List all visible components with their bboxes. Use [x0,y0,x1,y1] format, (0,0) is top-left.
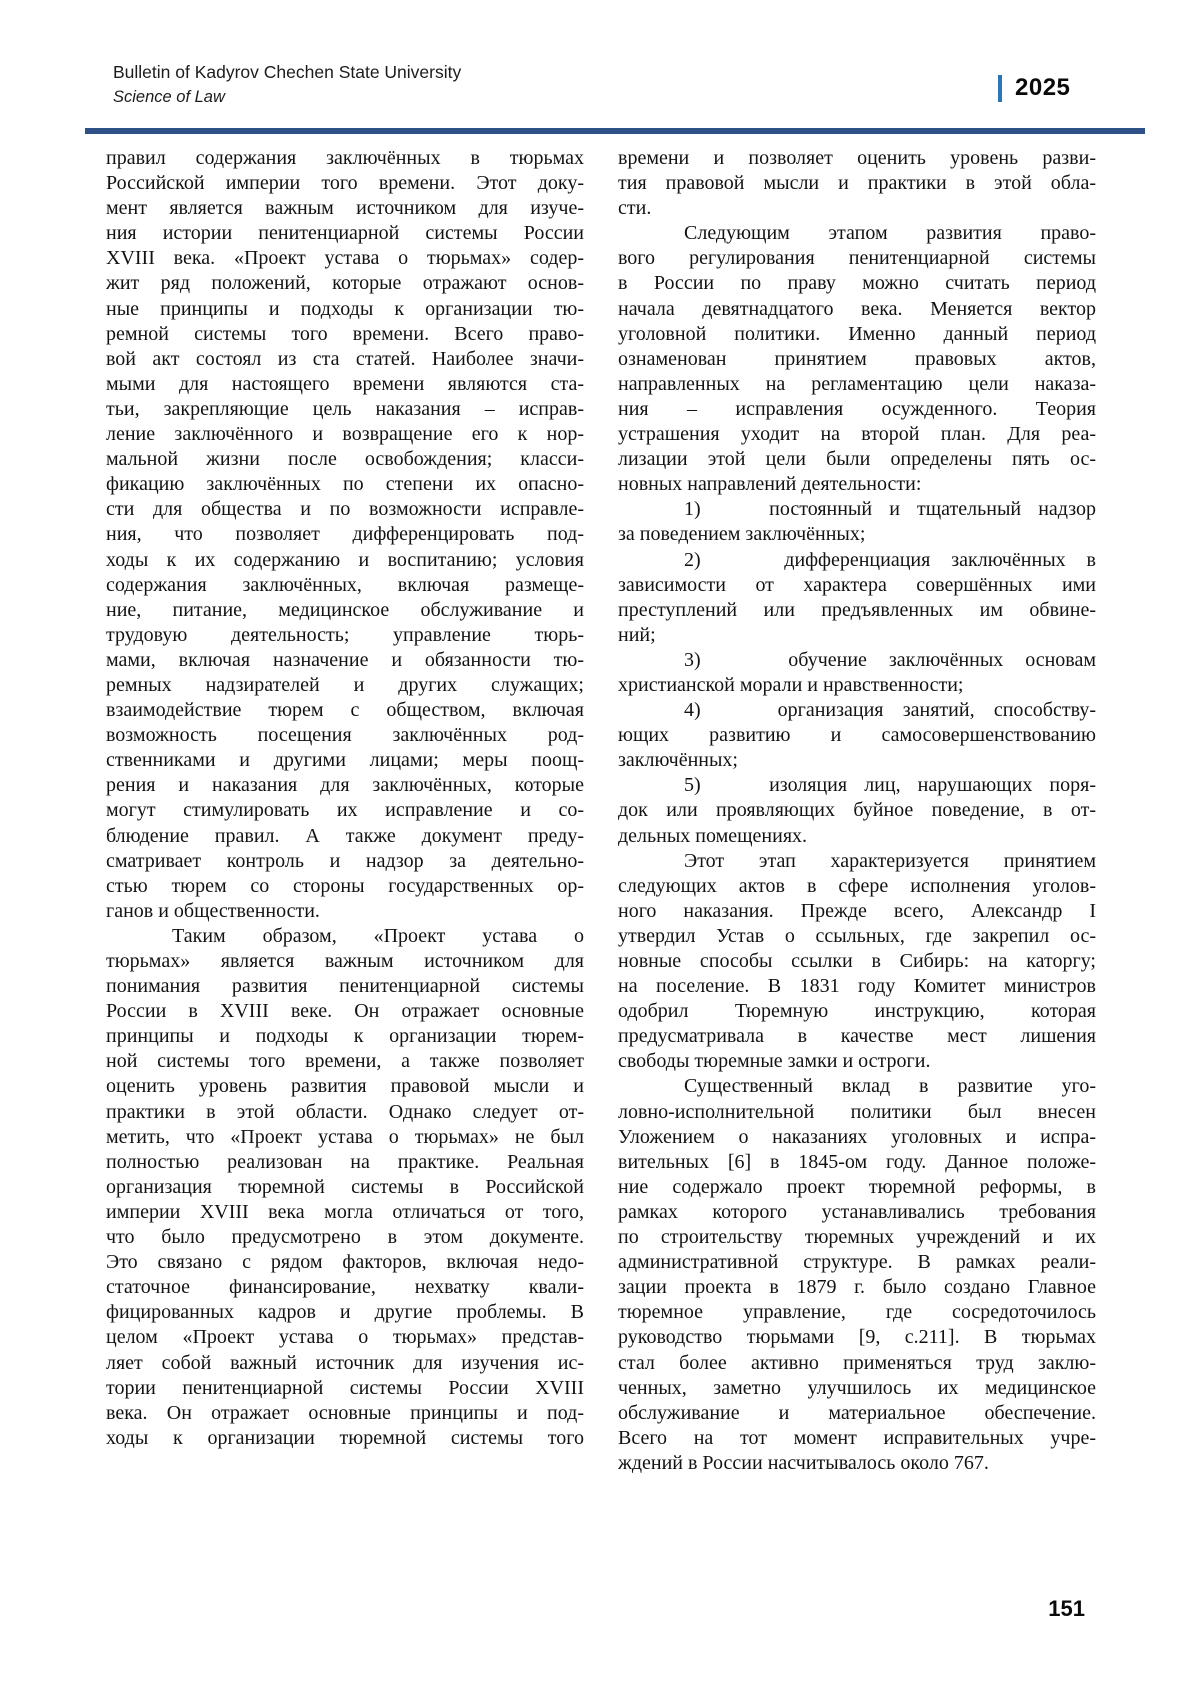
text-line: ходы к их содержанию и воспитанию; условия [106,548,584,571]
text-line: по строительству тюремных учреждений и их [618,1226,1096,1249]
text-line: Следующим этапом развития право- [684,222,1096,245]
header-rule [85,128,1145,134]
paragraph [618,548,1096,648]
text-line: ющих развитию и самосовершенствованию [618,724,1096,747]
text-line: фицированных кадров и другие проблемы. В [106,1301,584,1324]
text-line: возможность посещения заключённых род- [106,724,584,747]
text-line: уголовной политики. Именно данный период [618,322,1096,345]
text-line: тюремное управление, где сосредоточилось [618,1301,1096,1324]
text-line: взаимодействие тюрем с обществом, включая [106,699,584,722]
text-line: империи XVIII века могла отличаться от того, [106,1200,584,1223]
text-line: ремной системы того времени. Всего право- [106,322,584,345]
paragraph [618,221,1096,497]
text-line: дельных помещениях. [618,824,808,847]
text-line: принципы и подходы к организации тюрем- [106,1025,584,1048]
text-line: Существенный вклад в развитие уго- [684,1075,1096,1098]
text-line: направленных на регламентацию цели наказа- [618,372,1096,395]
text-line: ление заключённого и возвращение его к нор- [106,423,584,446]
text-line: ловно-исполнительной политики был внесен [618,1100,1096,1123]
text-line: ственниками и другими лицами; меры поощ- [106,749,584,772]
text-line: ние содержало проект тюремной реформы, в [618,1175,1096,1198]
text-line: док или проявляющих буйное поведение, в от- [618,799,1096,822]
text-line: Таким образом, «Проект устава о [172,924,584,947]
text-line: ждений в России насчитывалось около 767. [618,1451,989,1474]
year-divider-bar [998,75,1002,102]
paragraph [618,773,1096,848]
text-line: Этот этап характеризуется принятием [684,849,1096,872]
text-line: правил содержания заключённых в тюрьмах [106,147,584,169]
text-line: сматривает контроль и надзор за деятельно- [106,849,584,872]
text-line: сти. [618,197,652,220]
text-line: преступлений или предъявленных им обвине- [618,598,1096,621]
text-line: христианской морали и нравственности; [618,673,964,696]
paragraph [618,849,1096,1075]
paragraph [618,146,1096,221]
text-line: ремных надзирателей и других служащих; [106,673,584,696]
text-line: содержания заключённых, включая размеще- [106,573,584,596]
text-line: рения и наказания для заключённых, которые [106,774,584,797]
text-line: ганов и общественности. [106,899,320,922]
header-year-block [998,74,1070,102]
text-line: тории пенитенциарной системы России XVIII [106,1376,584,1399]
text-line: трудовую деятельность; управление тюрь- [106,623,584,646]
text-line: административной структуре. В рамках реали- [618,1251,1096,1274]
text-line: века. Он отражает основные принципы и под- [106,1401,584,1424]
journal-title: Bulletin of Kadyrov Chechen State University [113,62,462,82]
paragraph [106,924,584,1451]
text-line: зависимости от характера совершённых ими [618,573,1096,596]
paragraph [618,497,1096,547]
text-line: ной системы того времени, а также позволяет [106,1050,584,1073]
text-line: XVIII века. «Проект устава о тюрьмах» содер- [106,247,584,270]
text-line: тюрьмах» является важным источником для [106,950,584,972]
text-line: организация тюремной системы в Российской [106,1175,584,1198]
text-line: Российской империи того времени. Этот доку- [106,172,584,195]
text-line: ние, питание, медицинское обслуживание и [106,598,584,621]
text-line: мыми для настоящего времени являются ста- [106,372,584,395]
text-line: тьи, закрепляющие цель наказания – исправ- [106,397,584,420]
text-line: могут стимулировать их исправление и со- [106,799,584,822]
text-line: 1) постоянный и тщательный надзор [684,498,1096,521]
text-line: России в XVIII веке. Он отражает основные [106,1000,584,1023]
text-line: лизации этой цели были определены пять ос- [618,448,1096,471]
text-line: полностью реализован на практике. Реальная [106,1150,584,1173]
text-line: рамках которого устанавливались требования [618,1200,1096,1223]
text-line: мальной жизни после освобождения; класси- [106,448,584,471]
text-line: заключённых; [618,749,738,772]
text-line: свободы тюремные замки и остроги. [618,1050,931,1073]
text-line: ные принципы и подходы к организации тю- [106,297,584,320]
text-line: целом «Проект устава о тюрьмах» представ- [106,1326,584,1349]
text-line: ний; [618,623,656,646]
text-line: стал более активно применяться труд заклю- [618,1351,1096,1374]
journal-subtitle: Science of Law [113,88,225,106]
paragraph [618,648,1096,698]
paragraph [106,146,584,924]
text-column-left [106,146,584,1451]
text-line: обслуживание и материальное обеспечение. [618,1401,1096,1424]
text-line: тия правовой мысли и практики в этой обла- [618,172,1096,195]
text-line: ния, что позволяет дифференцировать под- [106,523,584,546]
text-line: новные способы ссылки в Сибирь: на каторгу; [618,950,1096,972]
text-line: следующих актов в сфере исполнения уголов- [618,874,1096,897]
text-line: блюдение правил. А также документ преду- [106,824,584,847]
text-line: сти для общества и по возможности исправле- [106,498,584,521]
text-line: ния истории пенитенциарной системы России [106,222,584,245]
text-line: мент является важным источником для изуче- [106,197,584,220]
paragraph [618,698,1096,773]
text-line: новных направлений деятельности: [618,473,922,496]
text-line: начала девятнадцатого века. Меняется вектор [618,297,1096,320]
publication-year: 2025 [1015,74,1071,101]
text-line: мами, включая назначение и обязанности тю- [106,648,584,671]
text-line: устрашения уходит на второй план. Для реа- [618,423,1096,446]
text-line: жит ряд положений, которые отражают основ- [106,272,584,295]
text-line: ченных, заметно улучшилось их медицинское [618,1376,1096,1399]
text-column-right [618,146,1096,1476]
text-line: что было предусмотрено в этом документе. [106,1226,584,1249]
text-line: руководство тюрьмами [9, с.211]. В тюрьмах [618,1326,1096,1349]
text-line: оценить уровень развития правовой мысли и [106,1075,584,1098]
text-line: ходы к организации тюремной системы того [106,1426,584,1449]
text-line: 2) дифференциация заключённых в [684,548,1096,571]
text-line: фикацию заключённых по степени их опасно- [106,473,584,496]
page-number: 151 [1048,1596,1085,1621]
text-line: Это связано с рядом факторов, включая недо- [106,1251,584,1274]
text-line: вительных [6] в 1845-ом году. Данное положе- [618,1150,1096,1173]
text-line: 4) организация занятий, способству- [684,699,1096,722]
text-line: понимания развития пенитенциарной системы [106,975,584,998]
text-line: за поведением заключённых; [618,523,866,546]
text-line: одобрил Тюремную инструкцию, которая [618,1000,1096,1023]
text-line: статочное финансирование, нехватку квали- [106,1276,584,1299]
text-line: в России по праву можно считать период [618,272,1096,295]
text-line: вой акт состоял из ста статей. Наиболее значи- [106,347,584,370]
text-line: стью тюрем со стороны государственных ор- [106,874,584,897]
text-line: 5) изоляция лиц, нарушающих поря- [684,774,1096,797]
paragraph [618,1074,1096,1476]
text-line: на поселение. В 1831 году Комитет министров [618,975,1096,998]
text-line: Всего на тот момент исправительных учре- [618,1426,1096,1449]
text-line: ния – исправления осужденного. Теория [618,397,1096,420]
text-line: метить, что «Проект устава о тюрьмах» не был [106,1125,584,1148]
text-line: ляет собой важный источник для изучения ис- [106,1351,584,1374]
text-line: времени и позволяет оценить уровень разви- [618,147,1096,169]
text-line: практики в этой области. Однако следует от- [106,1100,584,1123]
text-line: 3) обучение заключённых основам [684,648,1096,671]
text-line: Уложением о наказаниях уголовных и испра- [618,1125,1096,1148]
text-line: ного наказания. Прежде всего, Александр I [618,899,1096,922]
text-line: ознаменован принятием правовых актов, [618,347,1096,370]
text-line: зации проекта в 1879 г. было создано Главное [618,1276,1096,1299]
text-line: предусматривала в качестве мест лишения [618,1025,1096,1048]
text-line: вого регулирования пенитенциарной системы [618,247,1096,270]
text-line: утвердил Устав о ссыльных, где закрепил ос- [618,924,1096,947]
